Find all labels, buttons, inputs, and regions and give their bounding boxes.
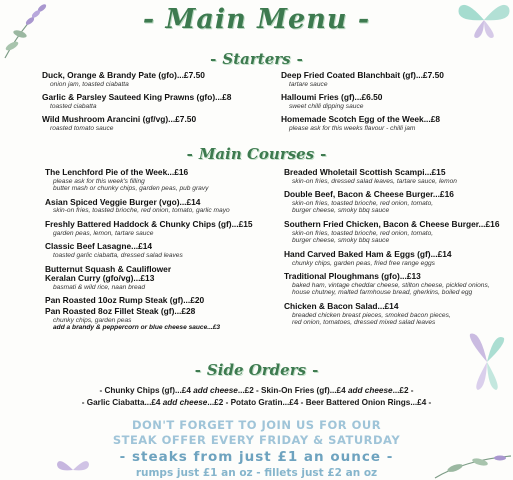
dish-description: chunky chips, garden peas, fried free range eggs (292, 259, 435, 267)
list-item (45, 220, 280, 237)
dish-description: red onion, tomatoes, dressed mixed salad leaves (292, 319, 436, 327)
dish-description: roasted tomato sauce (50, 125, 114, 133)
mains-right-column (284, 168, 506, 332)
add-cheese-label: add cheese (347, 386, 393, 395)
starters-heading: - Starters - (210, 50, 303, 68)
side-garlic-ciabatta: - Garlic Ciabatta...£4 (81, 398, 161, 407)
dish-description: basmati & wild rice, naan bread (53, 283, 145, 291)
list-item (45, 198, 280, 215)
dish-name: Wild Mushroom Arancini (gf/vg)...£7.50 (42, 114, 197, 125)
promo-line-3: - steaks from just £1 an ounce - (119, 449, 394, 465)
side-orders-heading: - Side Orders - (194, 361, 319, 379)
list-item (45, 274, 280, 291)
add-cheese-price: ...£2 (237, 386, 254, 395)
side-potato-gratin: Potato Gratin...£4 (230, 398, 299, 407)
dish-description: toasted garlic ciabatta, dressed salad leaves (53, 251, 183, 259)
list-item (281, 93, 506, 110)
list-item (45, 168, 280, 193)
dish-name: Breaded Wholetail Scottish Scampi...£15 (284, 167, 446, 177)
dish-name: Garlic & Parsley Sauteed King Prawns (gfo)...£8 (42, 92, 232, 103)
add-cheese-price: ...£2 - (392, 386, 414, 395)
dish-name: Deep Fried Coated Blanchbait (gf)...£7.50 (281, 70, 444, 80)
separator: - (300, 398, 304, 407)
dish-description: breaded chicken breast pieces, smoked bacon pieces, (292, 311, 451, 319)
dish-description: toasted ciabatta (50, 102, 97, 110)
list-item (284, 220, 506, 245)
dish-name: Halloumi Fries (gf)...£6.50 (281, 92, 383, 103)
list-item (284, 302, 506, 327)
separator: - (225, 398, 229, 407)
dish-name: Pan Roasted 10oz Rump Steak (gf)...£20 (45, 295, 205, 306)
dish-description: sweet chilli dipping sauce (289, 102, 364, 110)
dish-description: please ask for this weeks flavour - chilli jam (289, 125, 416, 133)
add-cheese-label: add cheese (162, 398, 208, 407)
dish-description: skin-on fries, toasted brioche, red onion, tomato, garlic mayo (53, 207, 230, 215)
sauce-addon: add a brandy & peppercorn or blue cheese sauce...£3 (53, 324, 221, 332)
dish-description: skin-on fries, toasted brioche, red onion, tomato, (292, 229, 434, 237)
list-item (42, 115, 277, 132)
add-cheese-label: add cheese (193, 386, 238, 395)
sides-line-1 (0, 386, 513, 395)
dish-description: please ask for this week's filling (53, 177, 145, 185)
promo-line-1: DON'T FORGET TO JOIN US FOR OUR (131, 418, 382, 432)
page-title: - Main Menu - (142, 4, 371, 35)
dish-name: Hand Carved Baked Ham & Eggs (gf)...£14 (284, 248, 452, 259)
dish-name: Traditional Ploughmans (gfo)...£13 (284, 271, 421, 282)
dish-name: Freshly Battered Haddock & Chunky Chips (gf)...£15 (45, 219, 253, 230)
side-skin-on-fries: Skin-On Fries (gf)...£4 (261, 386, 346, 395)
dish-description: chunky chips, garden peas (53, 316, 132, 324)
promo-line-2: STEAK OFFER EVERY FRIDAY & SATURDAY (112, 433, 401, 447)
side-chunky-chips: - Chunky Chips (gf)...£4 (99, 386, 191, 395)
dish-name: Pan Roasted 8oz Fillet Steak (gf)...£28 (45, 306, 196, 317)
list-item (281, 115, 506, 132)
add-cheese-price: ...£2 (207, 398, 224, 407)
dish-name: Duck, Orange & Brandy Pate (gfo)...£7.50 (42, 70, 205, 80)
dish-description: tartare sauce (289, 80, 328, 88)
list-item (45, 296, 280, 306)
list-item (45, 307, 280, 332)
dish-name: The Lenchford Pie of the Week...£16 (45, 167, 189, 177)
list-item (284, 168, 506, 185)
dish-description: skin-on fries, dressed salad leaves, tartare sauce, lemon (292, 177, 457, 185)
dish-description: onion jam, toasted ciabatta (50, 80, 129, 88)
dish-name: Classic Beef Lasagne...£14 (45, 241, 153, 252)
starters-left-column (42, 71, 277, 138)
dish-description: garden peas, lemon, tartare sauce (53, 229, 154, 237)
dish-name: Chicken & Bacon Salad...£14 (284, 300, 399, 311)
main-courses-heading: - Main Courses - (186, 145, 327, 163)
dish-description: burger cheese, smoky bbq sauce (292, 207, 390, 215)
list-item (42, 71, 277, 88)
list-item (284, 272, 506, 297)
dish-description: burger cheese, smoky bbq sauce (292, 237, 390, 245)
dish-description: house chutney, malted farmhouse bread, gherkins, boiled egg (292, 289, 473, 297)
list-item (45, 242, 280, 259)
starters-right-column (281, 71, 506, 138)
dish-name: Butternut Squash & Cauliflower (45, 263, 172, 274)
promo-line-4: rumps just £1 an oz - fillets just £2 an oz (135, 467, 378, 479)
dish-name: Double Beef, Bacon & Cheese Burger...£16 (284, 189, 454, 200)
dish-description: butter mash or chunky chips, garden peas, pub gravy (53, 185, 209, 193)
list-item (281, 71, 506, 88)
dish-name: Keralan Curry (gfo/vg)...£13 (45, 273, 155, 284)
sides-line-2 (0, 398, 513, 407)
list-item (284, 250, 506, 267)
side-onion-rings: Beer Battered Onion Rings...£4 - (305, 398, 432, 407)
dish-description: baked ham, vintage cheddar cheese, stilton cheese, pickled onions, (292, 281, 490, 289)
dish-name: Southern Fried Chicken, Bacon & Cheese Burger...£16 (284, 219, 500, 230)
dish-name: Asian Spiced Veggie Burger (vgo)...£14 (45, 196, 201, 207)
dish-description: skin-on fries, toasted brioche, red onion, tomato, (292, 199, 434, 207)
dish-name: Homemade Scotch Egg of the Week...£8 (281, 114, 441, 125)
mains-left-column (45, 168, 280, 337)
list-item (42, 93, 277, 110)
separator: - (256, 386, 259, 395)
list-item (284, 190, 506, 215)
